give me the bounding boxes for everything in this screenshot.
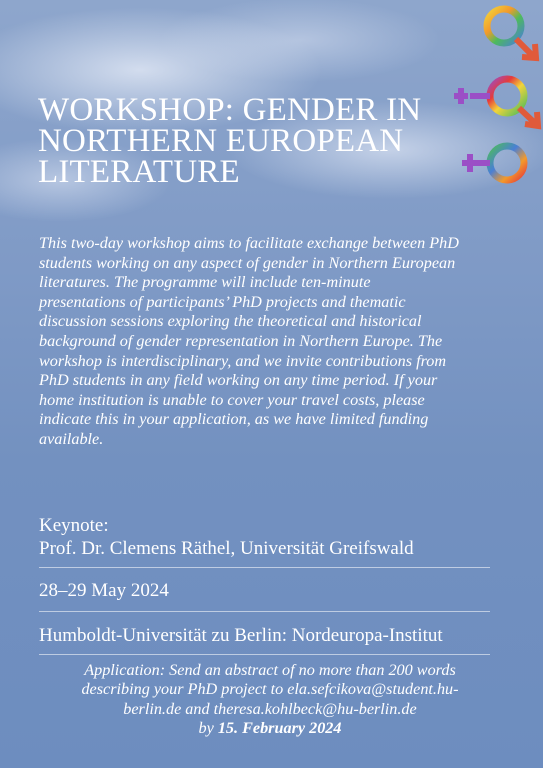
keynote-speaker: Prof. Dr. Clemens Räthel, Universität Greifswald	[39, 538, 414, 559]
application-info	[40, 661, 500, 739]
application-line: describing your PhD project to ela.sefcikova@student.hu-	[81, 680, 459, 699]
event-date: 28–29 May 2024	[39, 580, 169, 601]
male-symbol-icon	[487, 9, 536, 58]
workshop-description: This two-day workshop aims to facilitate exchange between PhD students working on any aspect of gender in Northern European literatures. The programme will include ten-minute presentations of participants’ PhD projects and thematic discussion sessions exploring the theoretical and historical background of gender representation in Northern Europe. The workshop is interdisciplinary, and we invite contributions from PhD students in any field working on any time period. If your home institution is unable to cover your travel costs, please indicate this in your application, as we have limited funding available.	[39, 234, 459, 448]
deadline-prefix: by	[198, 719, 218, 738]
female-symbol-icon	[462, 146, 524, 180]
divider	[39, 567, 490, 568]
divider	[39, 611, 490, 612]
event-venue: Humboldt-Universität zu Berlin: Nordeuropa-Institut	[39, 625, 443, 646]
title-line: NORTHERN EUROPEAN	[38, 123, 404, 159]
page-title	[38, 92, 458, 190]
transgender-symbol-icon	[454, 79, 538, 126]
application-line: berlin.de and theresa.kohlbeck@hu-berlin.de	[123, 699, 417, 718]
divider	[39, 654, 490, 655]
title-line: WORKSHOP: GENDER IN	[38, 92, 422, 128]
gender-symbols	[452, 0, 543, 200]
application-line: Application: Send an abstract of no more than 200 words	[84, 661, 456, 679]
application-deadline-line	[40, 719, 500, 738]
keynote-section	[39, 514, 499, 560]
title-line: LITERATURE	[38, 154, 240, 190]
keynote-label: Keynote:	[39, 515, 109, 536]
application-deadline: 15. February 2024	[217, 719, 342, 738]
